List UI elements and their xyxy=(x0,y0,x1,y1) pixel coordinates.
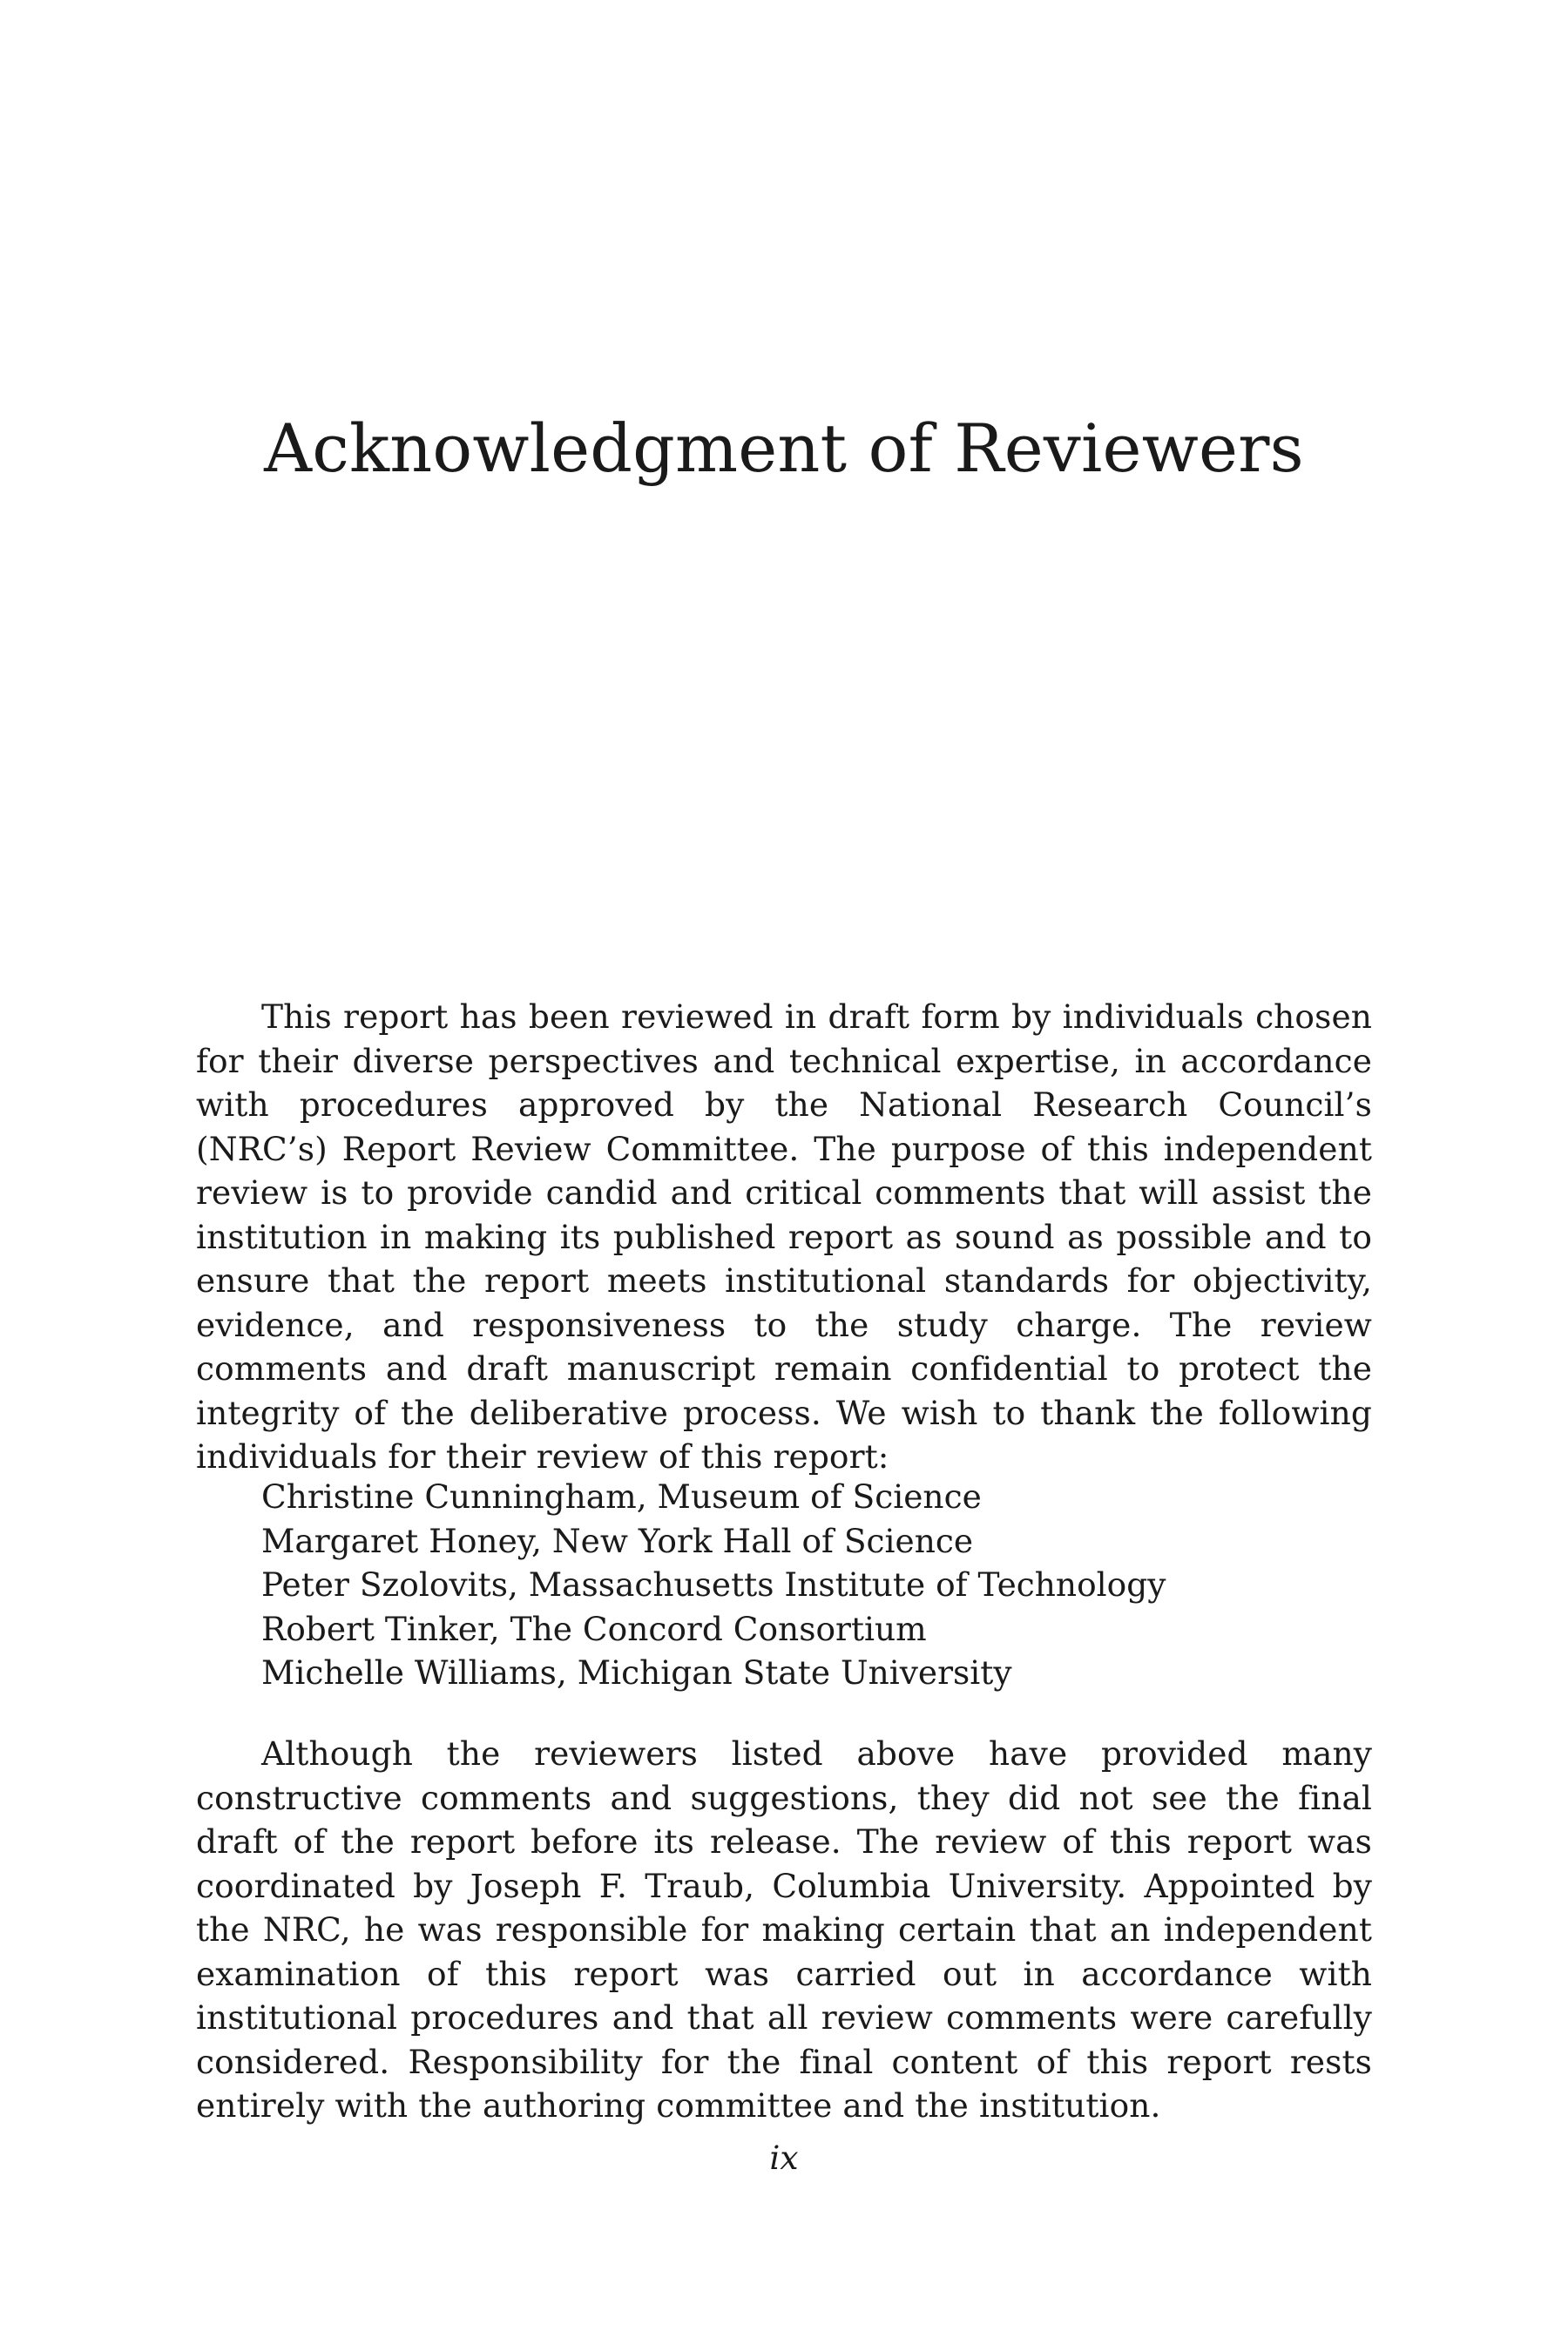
list-item: Peter Szolovits, Massachusetts Institute of Technology xyxy=(261,1565,1166,1604)
reviewer-list xyxy=(261,1475,1166,1695)
list-item: Robert Tinker, The Concord Consortium xyxy=(261,1609,927,1648)
page-number: ix xyxy=(769,2139,799,2177)
closing-paragraph: Although the reviewers listed above have provided many constructive comments and suggestions, they did not see the final draft of the report before its release. The review of this report was coordinated by Joseph F. Traub, Columbia University. Appointed by the NRC, he was responsible for making certain that an independent examination of this report was carried out in accordance with institutional procedures and that all review comments were carefully considered. Responsibility for the final content of this report rests entirely with the authoring committee and the institution. xyxy=(196,1734,1372,2125)
list-item: Michelle Williams, Michigan State University xyxy=(261,1653,1012,1692)
list-item: Margaret Honey, New York Hall of Science xyxy=(261,1521,974,1560)
list-item: Christine Cunningham, Museum of Science xyxy=(261,1477,982,1516)
page-title: Acknowledgment of Reviewers xyxy=(264,409,1304,487)
intro-paragraph: This report has been reviewed in draft form by individuals chosen for their diverse perspectives and technical expertise, in accordance with procedures approved by the National Research Council’s (NRC’s) Report Review Committee. The purpose of this independent review is to provide candid and critical comments that will assist the institution in making its published report as sound as possible and to ensure that the report meets institutional standards for objectivity, evidence, and responsiveness to the study charge. The review comments and draft manuscript remain confidential to protect the integrity of the deliberative process. We wish to thank the following individuals for their review of this report: xyxy=(196,997,1372,1476)
